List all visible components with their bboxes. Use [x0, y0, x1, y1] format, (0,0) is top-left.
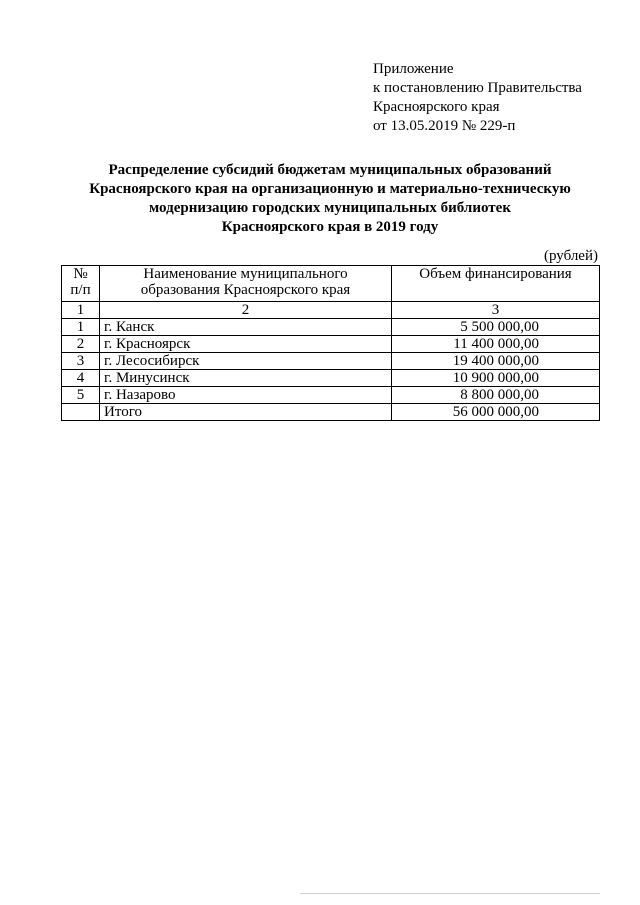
- document-title: [60, 161, 600, 237]
- subsidy-table: [61, 265, 600, 421]
- header-num-line1: №: [73, 266, 88, 282]
- title-line: Красноярского края в 2019 году: [221, 219, 439, 235]
- column-index-row: [62, 302, 600, 319]
- table-total-row: [62, 404, 600, 421]
- row-municipality: г. Назарово: [100, 387, 392, 404]
- row-municipality: г. Красноярск: [100, 336, 392, 353]
- title-line: Распределение субсидий бюджетам муниципальных образований: [108, 162, 552, 178]
- table-row: [62, 370, 600, 387]
- row-num: 4: [62, 370, 100, 387]
- attachment-date-line: от 13.05.2019 № 229-п: [373, 118, 516, 134]
- attachment-line: Красноярского края: [373, 99, 500, 115]
- column-index-cell: 1: [62, 302, 100, 319]
- header-name-line2: образования Красноярского края: [140, 282, 351, 298]
- attachment-line: Приложение: [373, 61, 454, 77]
- table-header-row: [62, 266, 600, 302]
- header-num-line2: п/п: [70, 282, 91, 298]
- row-num: 1: [62, 319, 100, 336]
- unit-label: (рублей): [543, 248, 598, 264]
- row-amount: 19 400 000,00: [392, 353, 600, 370]
- row-amount: 8 800 000,00: [392, 387, 600, 404]
- table-row: [62, 387, 600, 404]
- row-amount: 5 500 000,00: [392, 319, 600, 336]
- header-num: [62, 266, 100, 302]
- title-line: модернизацию городских муниципальных библиотек: [149, 200, 511, 216]
- title-line: Красноярского края на организационную и материально-техническую: [89, 181, 571, 197]
- attachment-note: [373, 60, 582, 136]
- attachment-line: к постановлению Правительства: [373, 80, 582, 96]
- row-amount: 10 900 000,00: [392, 370, 600, 387]
- header-name-line1: Наименование муниципального: [143, 266, 348, 282]
- table-row: [62, 336, 600, 353]
- row-municipality: г. Минусинск: [100, 370, 392, 387]
- row-municipality: г. Канск: [100, 319, 392, 336]
- header-amount: Объем финансирования: [392, 266, 600, 302]
- table-row: [62, 353, 600, 370]
- column-index-cell: 2: [100, 302, 392, 319]
- row-num: 2: [62, 336, 100, 353]
- header-name: [100, 266, 392, 302]
- total-num: [62, 404, 100, 421]
- scan-edge-divider: [300, 893, 600, 894]
- total-amount: 56 000 000,00: [392, 404, 600, 421]
- column-index-cell: 3: [392, 302, 600, 319]
- row-num: 5: [62, 387, 100, 404]
- row-amount: 11 400 000,00: [392, 336, 600, 353]
- total-label: Итого: [100, 404, 392, 421]
- row-municipality: г. Лесосибирск: [100, 353, 392, 370]
- table-row: [62, 319, 600, 336]
- row-num: 3: [62, 353, 100, 370]
